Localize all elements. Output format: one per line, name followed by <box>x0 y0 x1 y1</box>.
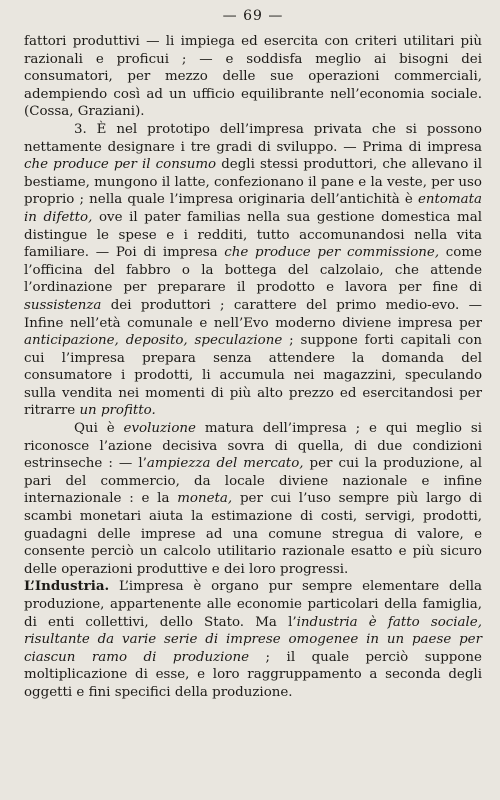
text-run: per cui la produzione, al pari del commercio, da locale diviene nazionale e infine internazionale : e la <box>24 456 482 507</box>
italic-run: che produce per commissione, <box>224 245 440 261</box>
paragraph <box>24 33 482 121</box>
italic-run: sussistenza <box>24 297 102 313</box>
body-text <box>24 33 482 702</box>
italic-run: un profitto. <box>79 403 156 419</box>
paragraph <box>24 578 482 701</box>
text-run: ; il quale perciò suppone moltiplicazione di esse, e loro raggruppamento a seconda degli oggetti e fini specifici della produzione. <box>24 649 482 700</box>
text-run: dei produttori ; carattere del primo medio-evo. — Infine nell’età comunale e nell’Evo moderno diviene impresa per <box>24 297 482 331</box>
text-run: Qui è <box>74 421 124 437</box>
text-run: 3. È nel prototipo dell’impresa privata che si possono nettamente designare i tre gradi di sviluppo. — Prima di impresa <box>24 121 482 155</box>
text-run: L’impresa è organo pur sempre elementare della produzione, appartenente alle economie particolari della famiglia, di enti collettivi, dello Stato. Ma l’ <box>24 579 482 630</box>
italic-run: anticipazione, deposito, speculazione <box>24 333 283 349</box>
text-run: matura dell’impresa ; e qui meglio si riconosce l’azione decisiva sovra di quella, di due condizioni estrinseche : — l’ <box>24 421 483 472</box>
paragraph <box>24 121 482 420</box>
italic-run: industria è fatto sociale, risultante da varie serie di imprese omogenee in un paese per ciascun ramo di produzione <box>24 614 482 665</box>
text-run: degli stessi produttori, che allevano il bestiame, mungono il latte, confezionano il pane e la veste, per uso proprio ; nella quale l’impresa originaria dell’antichità è <box>24 157 482 208</box>
text-run: ove il pater familias nella sua gestione domestica mal distingue le spese e i redditi, tutto accomunandosi nella vita familiare. — Poi di impresa <box>24 209 482 261</box>
text-run: per cui l’uso sempre più largo di scambi monetari aiuta la estimazione di costi, servigi, prodotti, guadagni delle imprese ad una comune stregua di valore, e consente perciò un calcolo utilitario razionale esatto e più sicuro delle operazioni produttive e dei loro progressi. <box>24 491 482 577</box>
paragraph <box>24 420 482 578</box>
italic-run: ampiezza del mercato, <box>146 456 304 472</box>
text-run: come l’officina del fabbro o la bottega del calzolaio, che attende l’ordinazione per preparare il prodotto e lavora per fine di <box>24 245 482 296</box>
italic-run: entomata in difetto, <box>24 192 482 225</box>
italic-run: moneta, <box>177 491 233 507</box>
italic-run: evoluzione <box>123 421 196 437</box>
italic-run: che produce per il consumo <box>24 157 217 173</box>
run-in-heading: L’Industria. <box>24 578 110 595</box>
page-number: — 69 — <box>222 8 284 24</box>
text-run: ; suppone forti capitali con cui l’impresa prepara senza attendere la domanda del consumatore i prodotti, li accumula nei magazzini, speculando sulla vendita nei momenti di più alto prezzo ed esercitandosi per ritrarre <box>24 333 482 419</box>
text-run: fattori produttivi — li impiega ed esercita con criteri utilitari più razionali e proficui ; — e soddisfa meglio ai bisogni dei consumatori, per mezzo delle sue operazioni commerciali, adempiendo così ad un ufficio equilibrante nell’economia sociale. (Cossa, Graziani). <box>24 34 482 120</box>
